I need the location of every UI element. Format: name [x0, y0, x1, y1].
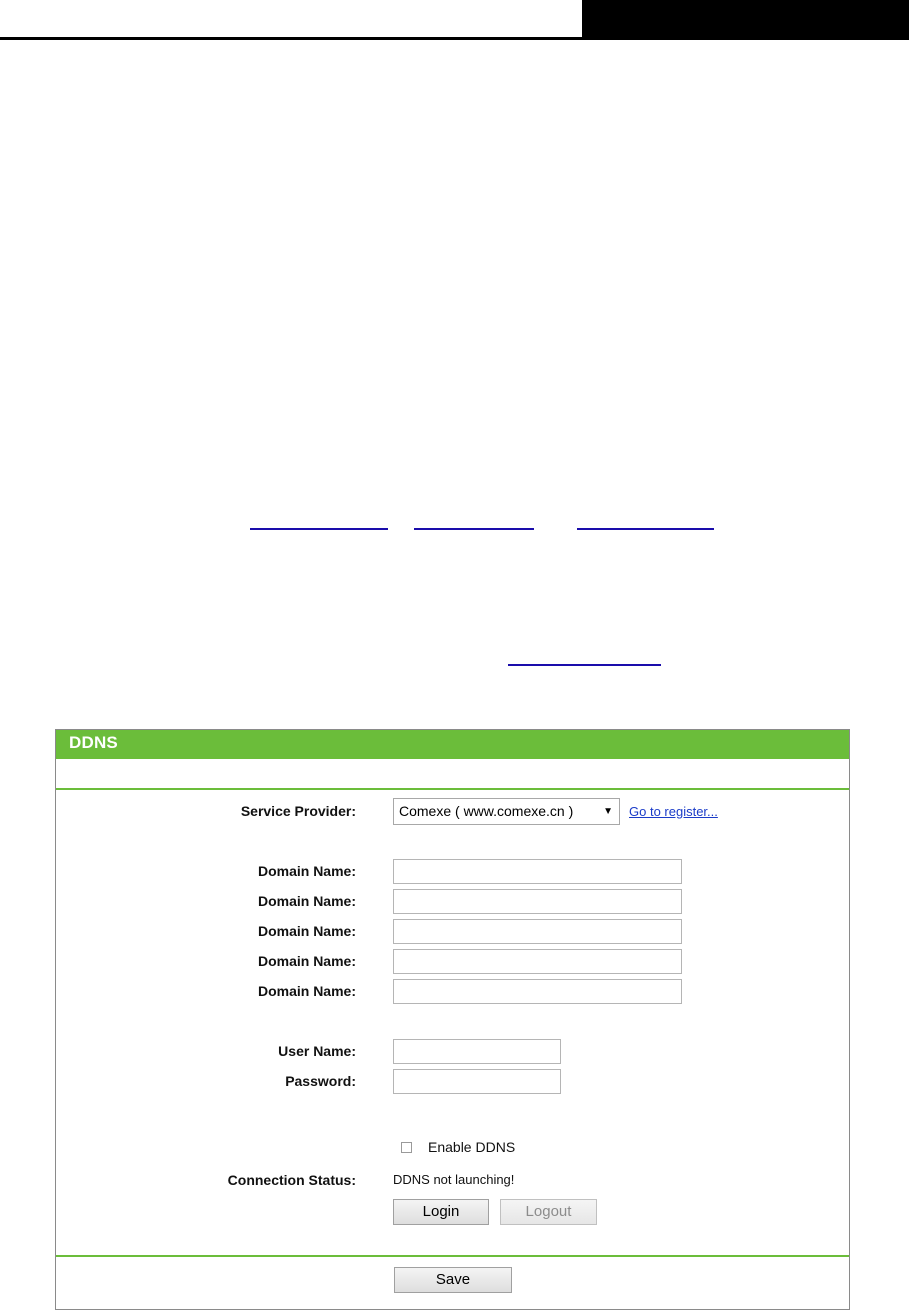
domain-name-input-1[interactable] — [393, 859, 682, 884]
document-header-rule — [0, 37, 582, 40]
domain-name-input-5[interactable] — [393, 979, 682, 1004]
bottom-divider — [56, 1255, 849, 1257]
logout-button[interactable]: Logout — [500, 1199, 597, 1225]
domain-name-input-4[interactable] — [393, 949, 682, 974]
top-divider — [56, 788, 849, 790]
enable-ddns-label: Enable DDNS — [428, 1139, 516, 1155]
service-provider-value: Comexe ( www.comexe.cn ) — [399, 803, 574, 819]
panel-title: DDNS — [69, 733, 118, 752]
domain-name-label: Domain Name: — [257, 953, 356, 969]
domain-name-input-3[interactable] — [393, 919, 682, 944]
service-provider-select[interactable] — [393, 798, 620, 825]
enable-ddns-checkbox[interactable] — [401, 1142, 412, 1153]
connection-status-value: DDNS not launching! — [393, 1172, 515, 1187]
document-link-2[interactable] — [414, 528, 534, 530]
save-button[interactable]: Save — [394, 1267, 512, 1293]
service-provider-label: Service Provider: — [240, 803, 356, 819]
user-name-input[interactable] — [393, 1039, 561, 1064]
password-input[interactable] — [393, 1069, 561, 1094]
panel-title-bar — [56, 730, 849, 759]
domain-name-label: Domain Name: — [257, 983, 356, 999]
domain-name-input-2[interactable] — [393, 889, 682, 914]
password-label: Password: — [285, 1073, 356, 1089]
login-button[interactable]: Login — [393, 1199, 489, 1225]
domain-name-label: Domain Name: — [257, 863, 356, 879]
document-link-4[interactable] — [508, 664, 661, 666]
go-to-register-link[interactable]: Go to register... — [629, 804, 718, 819]
document-link-3[interactable] — [577, 528, 714, 530]
domain-name-label: Domain Name: — [257, 923, 356, 939]
document-link-1[interactable] — [250, 528, 388, 530]
ddns-panel — [55, 729, 850, 1310]
domain-name-label: Domain Name: — [257, 893, 356, 909]
user-name-label: User Name: — [278, 1043, 356, 1059]
connection-status-label: Connection Status: — [227, 1172, 356, 1188]
document-header-block — [582, 0, 909, 40]
chevron-down-icon: ▼ — [603, 806, 613, 817]
